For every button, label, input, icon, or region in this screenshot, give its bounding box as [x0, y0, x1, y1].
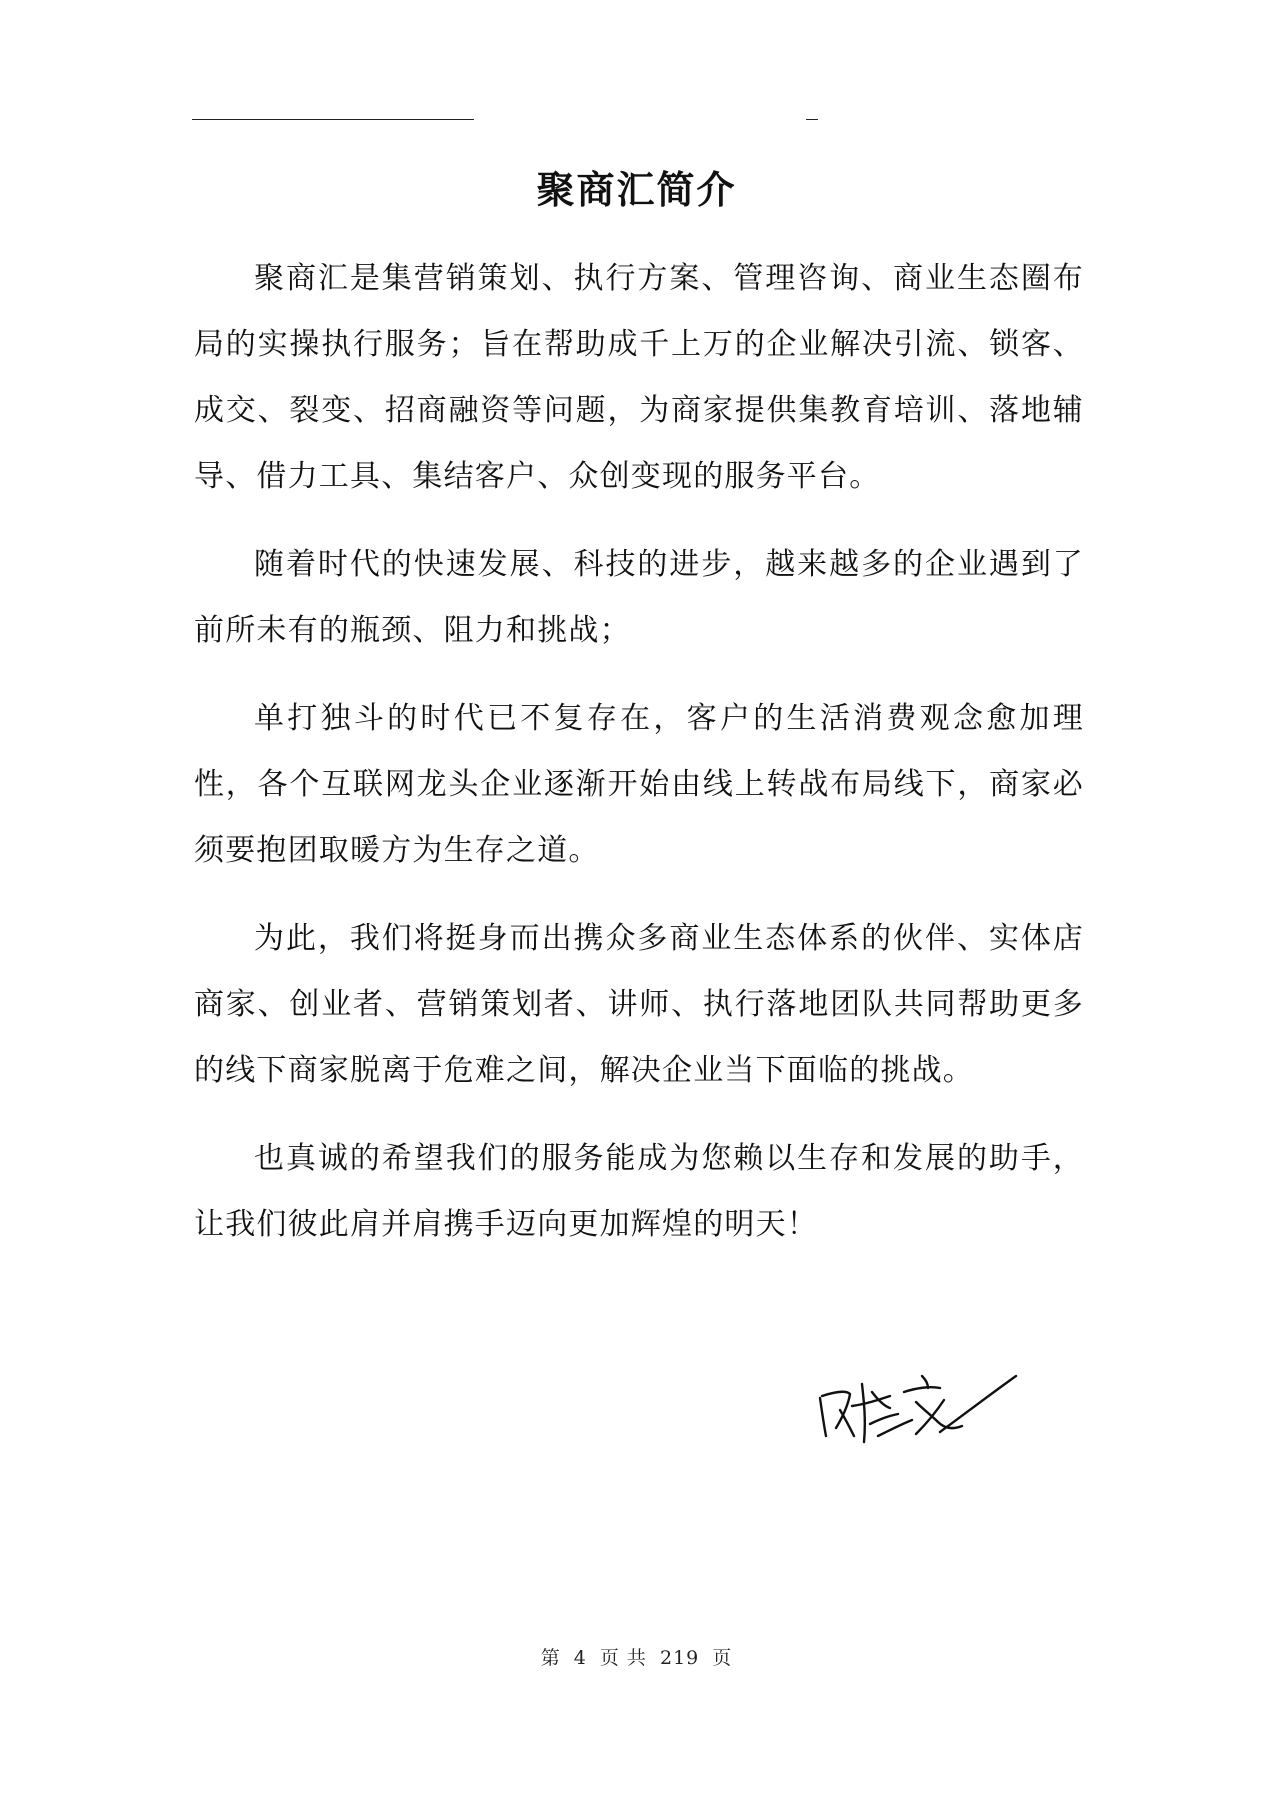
- page-number: 4: [573, 1647, 587, 1669]
- page-footer: [0, 1646, 1273, 1670]
- paragraph-intro: 聚商汇是集营销策划、执行方案、管理咨询、商业生态圈布局的实操执行服务；旨在帮助成千上万的企业解决引流、锁客、成交、裂变、招商融资等问题，为商家提供集教育培训、落地辅导、借力工具、集结客户、众创变现的服务平台。: [194, 261, 1084, 494]
- total-pages: 219: [659, 1647, 700, 1669]
- paragraph-background: 随着时代的快速发展、科技的进步，越来越多的企业遇到了前所未有的瓶颈、阻力和挑战；: [194, 547, 1084, 648]
- page-label-prefix: 第: [540, 1647, 561, 1669]
- handwritten-signature: [812, 1350, 1022, 1450]
- paragraph-trend: 单打独斗的时代已不复存在，客户的生活消费观念愈加理性，各个互联网龙头企业逐渐开始由线上转战布局线下，商家必须要抱团取暖方为生存之道。: [194, 701, 1084, 868]
- page-label-middle: 页 共: [599, 1647, 647, 1669]
- page-label-suffix: 页: [712, 1647, 733, 1669]
- body-text: [194, 246, 1084, 1280]
- header-rule-short: [806, 119, 818, 120]
- paragraph-closing: 也真诚的希望我们的服务能成为您赖以生存和发展的助手，让我们彼此肩并肩携手迈向更加辉煌的明天！: [194, 1141, 1084, 1242]
- header-rule: [192, 119, 474, 120]
- page-title: 聚商汇简介: [536, 168, 737, 212]
- paragraph-mission: 为此，我们将挺身而出携众多商业生态体系的伙伴、实体店商家、创业者、营销策划者、讲师、执行落地团队共同帮助更多的线下商家脱离于危难之间，解决企业当下面临的挑战。: [194, 921, 1084, 1088]
